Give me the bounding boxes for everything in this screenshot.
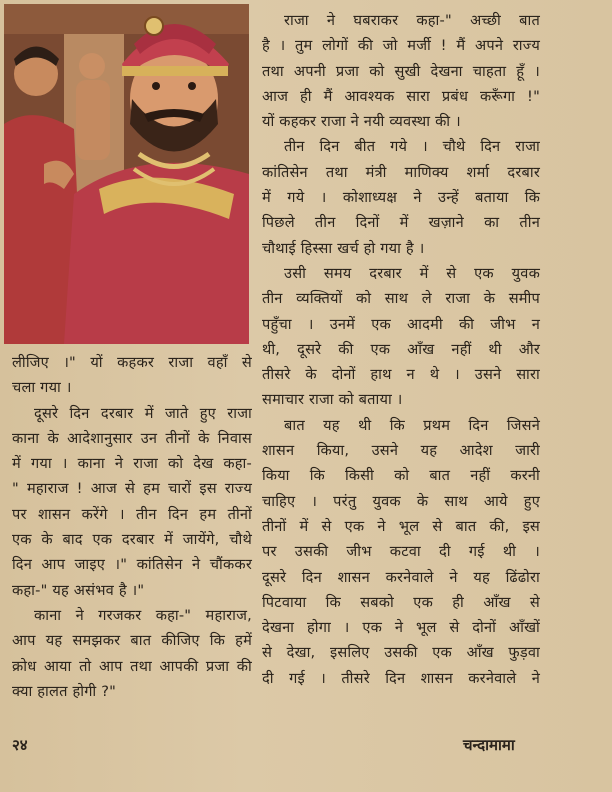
text-line: क्या हालत होगी ?" (12, 682, 117, 700)
text-line: पिटवाया कि सबको एक ही आँख से (262, 593, 540, 611)
text-line: किया कि किसी को बात नहीं करनी (262, 467, 540, 485)
king-and-villagers-illustration (4, 4, 249, 344)
text-line: से देखा, इसलिए उसकी एक आँख फुड़वा (262, 644, 540, 662)
text-line: पहुँचा । उनमें एक आदमी की जीभ न (262, 315, 540, 333)
text-line: दिन आप जाइए ।" कांतिसेन ने चौंककर (12, 556, 252, 574)
magazine-name: चन्दामामा (463, 736, 515, 754)
text-line: तथा अपनी प्रजा को सुखी देखना चाहता हूँ । (262, 62, 540, 80)
text-line: बात यह थी कि प्रथम दिन जिसने (284, 416, 540, 434)
page-number: २४ (12, 736, 28, 754)
text-line: आज ही मैं आवश्यक सारा प्रबंध करूँगा !" (262, 87, 540, 105)
text-line: तीन व्यक्तियों को साथ ले राजा के समीप (262, 290, 540, 308)
text-line: काना ने गरजकर कहा-" महाराज, (34, 606, 252, 624)
text-line: पर उसकी जीभ कटवा दी गई थी । (262, 543, 540, 561)
text-line: उसी समय दरबार में से एक युवक (284, 264, 540, 282)
text-line: क्रोध आया तो आप तथा आपकी प्रजा की (12, 657, 252, 675)
right-text-column (262, 8, 540, 691)
text-line: काना के आदेशानुसार उन तीनों के निवास (12, 429, 252, 447)
text-line: दूसरे दिन दरबार में जाते हुए राजा (34, 404, 252, 422)
text-line: लीजिए ।" यों कहकर राजा वहाँ से (12, 354, 252, 371)
text-line: कहा-" यह असंभव है ।" (12, 581, 145, 599)
left-text-column (12, 350, 252, 704)
king-illustration (4, 4, 249, 344)
text-line: एक के बाद एक दरबार में जायेंगे, चौथे (12, 531, 252, 549)
text-line: चौथाई हिस्सा खर्च हो गया है । (262, 239, 425, 257)
text-line: पर शासन करेंगे । तीन दिन हम तीनों (12, 505, 252, 523)
text-line: पिछले तीन दिनों में खज़ाने का तीन (262, 214, 540, 232)
text-line: तीनों में से एक ने भूल से बात की, इस (262, 517, 540, 535)
text-line: है । तुम लोगों की जो मर्जी ! मैं अपने राज्य (262, 37, 540, 55)
text-line: समाचार राजा को बताया । (262, 391, 403, 409)
text-line: यों कहकर राजा ने नयी व्यवस्था की । (262, 113, 461, 131)
text-line: " महाराज ! आज से हम चारों इस राज्य (12, 480, 252, 498)
text-line: थी, दूसरे की एक आँख नहीं थी और (262, 340, 540, 358)
text-line: आप यह समझकर बात कीजिए कि हमें (12, 632, 252, 650)
text-line: चला गया । (12, 379, 72, 397)
text-line: तीसरे के दोनों हाथ न थे । उसने सारा (262, 366, 540, 384)
text-line: दूसरे दिन शासन करनेवाले ने यह ढिंढोरा (262, 568, 540, 586)
text-line: देखना होगा । एक ने भूल से दोनों आँखों (262, 619, 540, 637)
text-line: दी गई । तीसरे दिन शासन करनेवाले ने (262, 669, 540, 687)
text-line: शासन किया, उसने यह आदेश जारी (262, 442, 540, 460)
text-line: में गया । काना ने राजा को देख कहा- (12, 455, 252, 473)
text-line: तीन दिन बीत गये । चौथे दिन राजा (284, 138, 540, 156)
text-line: राजा ने घबराकर कहा-" अच्छी बात (284, 12, 540, 29)
text-line: में गये । कोशाध्यक्ष ने उन्हें बताया कि (262, 189, 540, 207)
text-line: चाहिए । परंतु युवक के साथ आये हुए (262, 492, 540, 510)
text-line: कांतिसेन तथा मंत्री माणिक्य शर्मा दरबार (262, 163, 540, 181)
